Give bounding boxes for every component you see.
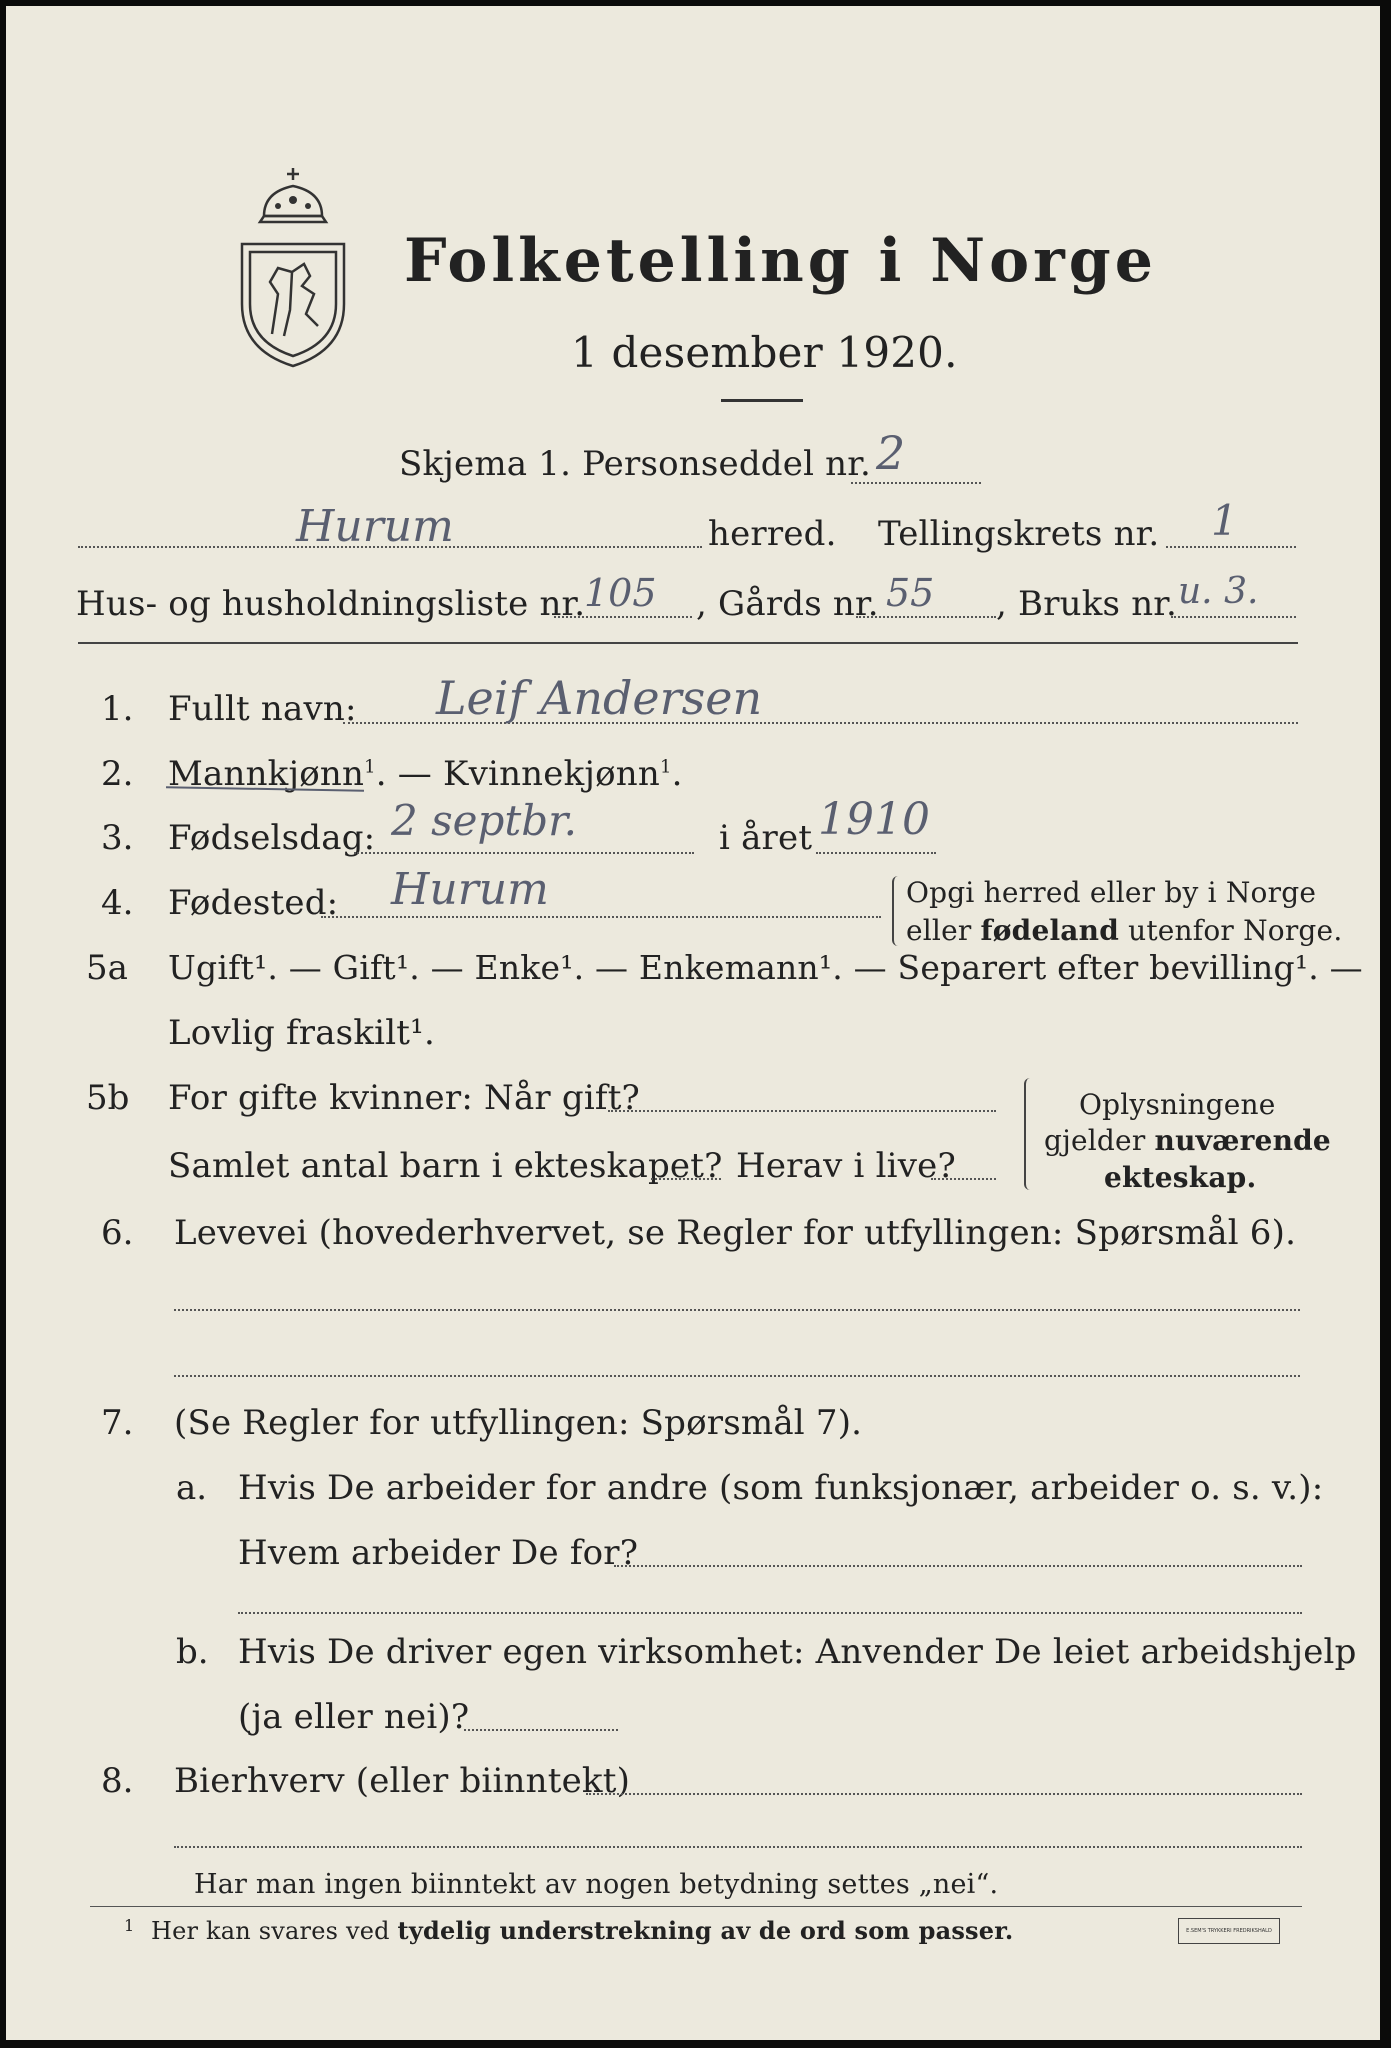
q4-brace — [892, 876, 902, 946]
q8-number: 8. — [101, 1761, 134, 1801]
gender-male-label: Mannkjønn — [168, 754, 365, 794]
bruks-label: , Bruks nr. — [996, 584, 1178, 624]
full-name-value: Leif Andersen — [436, 671, 763, 725]
marital-status-divorced: Lovlig fraskilt¹. — [168, 1013, 435, 1053]
q5b-alive-label: Herav i live? — [736, 1146, 956, 1186]
birthday-value: 2 septbr. — [391, 796, 577, 845]
q4-label: Fødested: — [168, 883, 339, 923]
q8-extra-line — [174, 1846, 1302, 1848]
q7b-line2: (ja eller nei)? — [238, 1697, 470, 1737]
birth-year-value: 1910 — [818, 794, 930, 845]
when-married-line — [608, 1110, 996, 1112]
coat-of-arms-icon — [234, 164, 352, 370]
hus-line — [554, 616, 692, 618]
herred-value: Hurum — [296, 501, 454, 552]
q7a-line2: Hvem arbeider De for? — [238, 1533, 639, 1573]
q5b-number: 5b — [86, 1078, 130, 1118]
hus-value: 105 — [584, 571, 657, 615]
q7b-answer-line — [464, 1729, 618, 1731]
footnote-number: 1 — [124, 1916, 135, 1935]
q3-number: 3. — [101, 818, 134, 858]
q7b-number: b. — [176, 1632, 209, 1672]
footnote-text-b: tydelig understrekning av de ord som passer. — [397, 1916, 1014, 1945]
title-divider — [721, 399, 803, 402]
q5b-note-2b: nuværende — [1154, 1124, 1331, 1157]
q7-number: 7. — [101, 1403, 134, 1443]
year-label: i året — [719, 818, 813, 858]
bruks-line — [1171, 616, 1296, 618]
children-line — [651, 1178, 721, 1180]
q7a-line1: Hvis De arbeider for andre (som funksjonær, arbeider o. s. v.): — [238, 1468, 1324, 1508]
q3-birthday-line — [354, 852, 694, 854]
person-nr-value: 2 — [876, 426, 906, 480]
q6-number: 6. — [101, 1213, 134, 1253]
census-form — [6, 6, 1380, 2040]
bruks-value: u. 3. — [1178, 571, 1259, 612]
q7a-extra-line — [238, 1612, 1302, 1614]
q4-note-2b: fødeland — [980, 914, 1119, 947]
gender-female-footnote: 1 — [660, 756, 672, 778]
gender-options — [168, 754, 683, 794]
q4-note-2c: utenfor Norge. — [1118, 914, 1343, 947]
q4-note-line2 — [906, 914, 1342, 947]
q6-label: Levevei (hovederhvervet, se Regler for utfyllingen: Spørsmål 6). — [174, 1213, 1297, 1253]
q5b-note-line1: Oplysningene — [1079, 1088, 1276, 1121]
form-title: Folketelling i Norge — [404, 226, 1157, 296]
gards-value: 55 — [886, 571, 935, 615]
q7a-number: a. — [176, 1468, 208, 1508]
printer-mark-text: E.SEM'S TRYKKERI FREDRIKSHALD — [1186, 1928, 1272, 1934]
q5b-children-label: Samlet antal barn i ekteskapet? — [168, 1146, 723, 1186]
header-divider — [78, 642, 1298, 644]
gards-line — [856, 616, 996, 618]
tellingskrets-line — [1166, 546, 1296, 548]
year-line — [816, 852, 936, 854]
q8-label: Bierhverv (eller biinntekt) — [174, 1761, 631, 1801]
q5b-brace — [1024, 1078, 1036, 1190]
q5a-number: 5a — [86, 948, 128, 988]
gender-male-footnote: 1 — [364, 756, 376, 778]
q4-note-line1: Opgi herred eller by i Norge — [906, 876, 1317, 909]
gender-separator: . — — [375, 754, 443, 794]
herred-label: herred. — [708, 514, 837, 554]
q2-number: 2. — [101, 754, 134, 794]
tellingskrets-value: 1 — [1211, 496, 1238, 545]
q5b-note-2a: gjelder — [1044, 1124, 1155, 1157]
q8-line — [586, 1793, 1302, 1795]
census-date: 1 desember 1920. — [571, 328, 958, 377]
schema-label: Skjema 1. Personseddel nr. — [399, 444, 871, 484]
person-nr-line — [851, 482, 981, 484]
q4-line — [321, 916, 881, 918]
q6-line2 — [174, 1375, 1300, 1377]
gender-male — [168, 754, 364, 794]
q7b-line1: Hvis De driver egen virksomhet: Anvender De leiet arbeidshjelp — [238, 1632, 1357, 1672]
marital-status-options: Ugift¹. — Gift¹. — Enke¹. — Enkemann¹. — Separert efter bevilling¹. — — [168, 948, 1363, 987]
q1-number: 1. — [101, 689, 134, 729]
footer-divider — [90, 1906, 1302, 1907]
footnote-text-a: Her kan svares ved — [151, 1917, 398, 1945]
printer-mark — [1178, 1918, 1280, 1944]
tellingskrets-label: Tellingskrets nr. — [878, 514, 1160, 554]
hus-label: Hus- og husholdningsliste nr. — [76, 584, 586, 624]
q7-label: (Se Regler for utfyllingen: Spørsmål 7). — [174, 1403, 863, 1443]
birthplace-value: Hurum — [391, 864, 549, 915]
q4-number: 4. — [101, 883, 134, 923]
q3-label: Fødselsdag: — [168, 818, 376, 858]
gender-female-label: Kvinnekjønn — [442, 754, 660, 794]
footnote-text — [151, 1916, 1013, 1945]
q6-line1 — [174, 1309, 1300, 1311]
gards-label: , Gårds nr. — [696, 584, 879, 624]
q5b-note-line2 — [1044, 1124, 1331, 1157]
q1-label: Fullt navn: — [168, 689, 357, 729]
gender-end: . — [671, 754, 683, 794]
q7a-employer-line — [614, 1565, 1302, 1567]
q4-note-2a: eller — [906, 914, 981, 947]
alive-line — [931, 1178, 996, 1180]
q5b-note-line3: ekteskap. — [1104, 1161, 1257, 1194]
footer-note: Har man ingen biinntekt av nogen betydning settes „nei“. — [194, 1869, 999, 1900]
q5b-line1: For gifte kvinner: Når gift? — [168, 1078, 640, 1118]
